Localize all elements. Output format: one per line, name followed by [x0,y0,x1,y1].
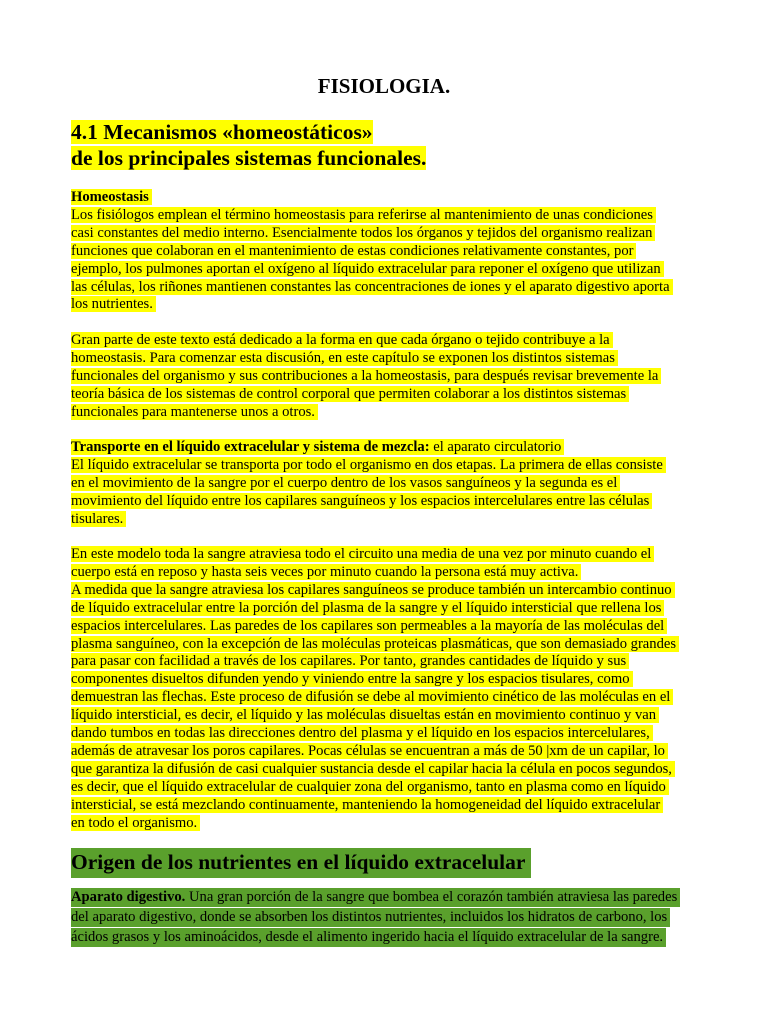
paragraph-line: los nutrientes. [71,296,156,312]
paragraph-line: plasma sanguíneo, con la excepción de las moléculas proteicas plasmáticas, que son demasiado grandes [71,636,679,652]
paragraph-line: que garantiza la difusión de casi cualquier sustancia desde el capilar hacia la célula en pocos segundos, [71,761,675,777]
paragraph-line: componentes disueltos difunden yendo y viniendo entre la sangre y los espacios tisulares, como [71,671,633,687]
paragraph-line: Gran parte de este texto está dedicado a la forma en que cada órgano o tejido contribuye a la [71,332,613,348]
homeostasis-title: Homeostasis [71,189,152,205]
paragraph-line: cuerpo está en reposo y hasta seis veces por minuto cuando la persona está muy activa. [71,564,581,580]
paragraph-line: intersticial, se está mezclando continuamente, manteniendo la homogeneidad del líquido extracelular [71,797,663,813]
paragraph-line: las células, los riñones mantienen constantes las concentraciones de iones y el aparato digestivo aporta [71,279,673,295]
paragraph-line: funciones que colaboran en el mantenimiento de estas condiciones relativamente constantes, por [71,243,636,259]
paragraph-line: En este modelo toda la sangre atraviesa todo el circuito una media de una vez por minuto cuando el [71,546,654,562]
digestive-title: Aparato digestivo. [71,889,186,905]
paragraph-line: líquido intersticial, es decir, el líquido y las moléculas disueltas están en movimiento continuo y van [71,707,659,723]
paragraph-line: casi constantes del medio interno. Esencialmente todos los órganos y tejidos del organismo realizan [71,225,655,241]
paragraph-line: A medida que la sangre atraviesa los capilares sanguíneos se produce también un intercambio continuo [71,582,675,598]
section-heading [71,119,426,171]
paragraph-line: ejemplo, los pulmones aportan el oxígeno al líquido extracelular para reponer el oxígeno que utilizan [71,261,664,277]
paragraph-line: demuestran las flechas. Este proceso de difusión se debe al movimiento cinético de las moléculas en el [71,689,673,705]
paragraph-line: además de atravesar los poros capilares. Pocas células se encuentran a más de 50 |xm de un capilar, lo [71,743,668,759]
paragraph-line: es decir, que el líquido extracelular de cualquier zona del organismo, tanto en plasma como en líquido [71,779,669,795]
homeostasis-paragraph [71,189,699,314]
paragraph-line: del aparato digestivo, donde se absorben los distintos nutrientes, incluidos los hidratos de carbono, los [71,908,670,927]
transport-title [71,439,564,455]
paragraph-line: tisulares. [71,511,126,527]
transport-title-bold: Transporte en el líquido extracelular y sistema de mezcla: [71,439,430,455]
digestive-paragraph [71,887,699,948]
section-heading-line-2: de los principales sistemas funcionales. [71,146,427,170]
document-title: FISIOLOGIA. [317,74,451,98]
paragraph-line: funcionales del organismo y sus contribuciones a la homeostasis, para después revisar brevemente la [71,368,661,384]
paragraph-line: en el movimiento de la sangre por el cuerpo dentro de los vasos sanguíneos y la segunda es el [71,475,620,491]
paragraph-line: El líquido extracelular se transporta por todo el organismo en dos etapas. La primera de ellas consiste [71,457,666,473]
paragraph-line: movimiento del líquido entre los capilares sanguíneos y los espacios intercelulares entre las células [71,493,652,509]
paragraph-line: funcionales para mantenerse unos a otros. [71,404,318,420]
paragraph-line: homeostasis. Para comenzar esta discusión, en este capítulo se exponen los distintos sistemas [71,350,618,366]
transport-paragraph [71,439,699,529]
digestive-first-line-rest: Una gran porción de la sangre que bombea el corazón también atraviesa las paredes [185,889,678,905]
homeostasis-overview-paragraph [71,332,699,422]
nutrients-heading [71,846,531,878]
paragraph-line: teoría básica de los sistemas de control corporal que permiten colaborar a los distintos sistemas [71,386,629,402]
paragraph-line: espacios intercelulares. Las paredes de los capilares son permeables a la mayoría de las moléculas del [71,618,667,634]
section-heading-line-1: 4.1 Mecanismos «homeostáticos» [71,120,373,144]
circulation-paragraph [71,546,699,833]
transport-title-rest: el aparato circulatorio [429,439,562,455]
paragraph-line: ácidos grasos y los aminoácidos, desde el alimento ingerido hacia el líquido extracelular de la sangre. [71,928,666,947]
digestive-first-line [71,888,680,907]
paragraph-line: en todo el organismo. [71,815,200,831]
paragraph-line: dando tumbos en todas las direcciones dentro del plasma y el líquido en los espacios intercelulares, [71,725,653,741]
paragraph-line: de líquido extracelular entre la porción del plasma de la sangre y el líquido intersticial que rellena los [71,600,664,616]
nutrients-heading-text: Origen de los nutrientes en el líquido extracelular [71,848,531,878]
paragraph-line: para pasar con facilidad a través de los capilares. Por tanto, grandes cantidades de líquido y sus [71,653,629,669]
paragraph-line: Los fisiólogos emplean el término homeostasis para referirse al mantenimiento de unas condiciones [71,207,656,223]
